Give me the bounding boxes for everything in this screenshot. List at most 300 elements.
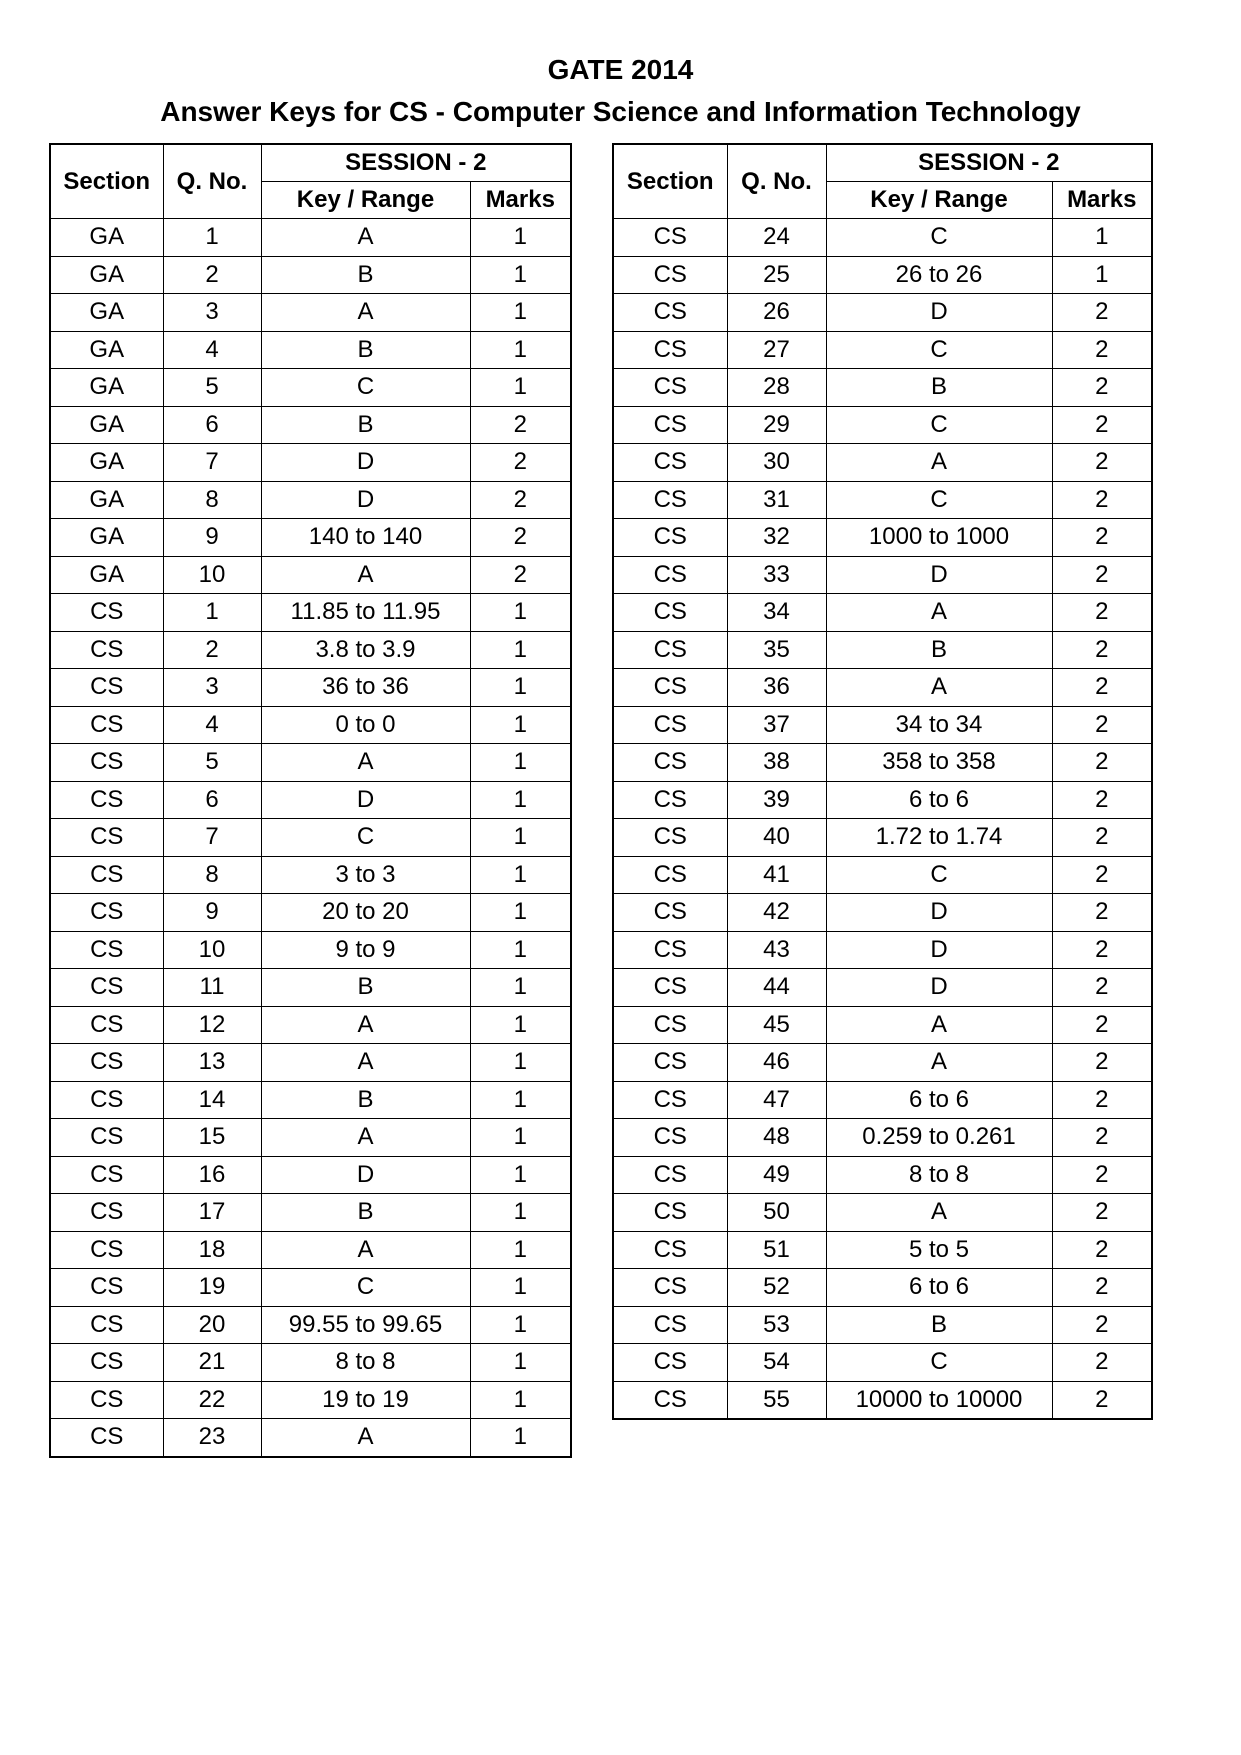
table-row bbox=[50, 1269, 571, 1307]
table-row bbox=[50, 1119, 571, 1157]
section-cell: CS bbox=[613, 1269, 727, 1307]
question-number-cell: 6 bbox=[163, 781, 261, 819]
question-number-cell: 34 bbox=[727, 594, 826, 632]
section-cell: CS bbox=[613, 894, 727, 932]
section-cell: GA bbox=[50, 256, 163, 294]
marks-cell: 1 bbox=[470, 744, 571, 782]
section-cell: CS bbox=[613, 781, 727, 819]
question-number-cell: 27 bbox=[727, 331, 826, 369]
question-number-cell: 24 bbox=[727, 219, 826, 257]
marks-cell: 2 bbox=[1052, 1381, 1152, 1419]
section-cell: CS bbox=[50, 931, 163, 969]
question-number-cell: 36 bbox=[727, 669, 826, 707]
table-row bbox=[613, 256, 1152, 294]
table-row bbox=[613, 894, 1152, 932]
section-cell: CS bbox=[50, 1306, 163, 1344]
marks-cell: 1 bbox=[470, 1269, 571, 1307]
question-number-cell: 48 bbox=[727, 1119, 826, 1157]
table-row bbox=[613, 1156, 1152, 1194]
marks-cell: 2 bbox=[1052, 1194, 1152, 1232]
marks-cell: 1 bbox=[470, 631, 571, 669]
question-number-cell: 8 bbox=[163, 481, 261, 519]
marks-cell: 2 bbox=[1052, 706, 1152, 744]
table-row bbox=[50, 1194, 571, 1232]
table-row bbox=[50, 519, 571, 557]
table-row bbox=[613, 1194, 1152, 1232]
marks-cell: 1 bbox=[470, 219, 571, 257]
table-row bbox=[50, 1344, 571, 1382]
page-subtitle: Answer Keys for CS - Computer Science and Information Technology bbox=[160, 96, 1081, 127]
section-cell: CS bbox=[50, 594, 163, 632]
key-range-cell: D bbox=[261, 781, 470, 819]
key-range-cell: 36 to 36 bbox=[261, 669, 470, 707]
column-header-session: SESSION - 2 bbox=[826, 144, 1152, 182]
marks-cell: 2 bbox=[1052, 1231, 1152, 1269]
question-number-cell: 42 bbox=[727, 894, 826, 932]
question-number-cell: 7 bbox=[163, 819, 261, 857]
marks-cell: 2 bbox=[1052, 1156, 1152, 1194]
key-range-cell: A bbox=[261, 556, 470, 594]
key-range-cell: 3.8 to 3.9 bbox=[261, 631, 470, 669]
key-range-cell: A bbox=[826, 1044, 1052, 1082]
key-range-cell: 0 to 0 bbox=[261, 706, 470, 744]
section-cell: CS bbox=[50, 1231, 163, 1269]
table-row bbox=[613, 1119, 1152, 1157]
table-row bbox=[613, 1044, 1152, 1082]
key-range-cell: A bbox=[261, 1006, 470, 1044]
marks-cell: 2 bbox=[1052, 1006, 1152, 1044]
question-number-cell: 5 bbox=[163, 744, 261, 782]
section-cell: CS bbox=[613, 669, 727, 707]
marks-cell: 1 bbox=[470, 256, 571, 294]
table-row bbox=[50, 931, 571, 969]
key-range-cell: B bbox=[826, 369, 1052, 407]
section-cell: CS bbox=[50, 1044, 163, 1082]
question-number-cell: 4 bbox=[163, 331, 261, 369]
key-range-cell: C bbox=[826, 481, 1052, 519]
question-number-cell: 53 bbox=[727, 1306, 826, 1344]
section-cell: CS bbox=[613, 481, 727, 519]
question-number-cell: 40 bbox=[727, 819, 826, 857]
question-number-cell: 13 bbox=[163, 1044, 261, 1082]
table-row bbox=[50, 1419, 571, 1457]
marks-cell: 1 bbox=[470, 1006, 571, 1044]
question-number-cell: 45 bbox=[727, 1006, 826, 1044]
table-row bbox=[613, 706, 1152, 744]
key-range-cell: D bbox=[261, 1156, 470, 1194]
marks-cell: 1 bbox=[470, 1119, 571, 1157]
marks-cell: 1 bbox=[470, 931, 571, 969]
marks-cell: 1 bbox=[470, 669, 571, 707]
table-row bbox=[50, 631, 571, 669]
question-number-cell: 38 bbox=[727, 744, 826, 782]
answer-key-table-right bbox=[612, 143, 1153, 1420]
marks-cell: 1 bbox=[470, 1344, 571, 1382]
column-header-qno: Q. No. bbox=[163, 144, 261, 219]
marks-cell: 2 bbox=[1052, 444, 1152, 482]
key-range-cell: 6 to 6 bbox=[826, 1269, 1052, 1307]
question-number-cell: 19 bbox=[163, 1269, 261, 1307]
section-cell: CS bbox=[613, 256, 727, 294]
section-cell: GA bbox=[50, 369, 163, 407]
key-range-cell: A bbox=[261, 1419, 470, 1457]
table-row bbox=[50, 669, 571, 707]
answer-key-table-left bbox=[49, 143, 572, 1458]
question-number-cell: 55 bbox=[727, 1381, 826, 1419]
table-row bbox=[613, 1344, 1152, 1382]
question-number-cell: 30 bbox=[727, 444, 826, 482]
key-range-cell: C bbox=[826, 856, 1052, 894]
section-cell: CS bbox=[613, 519, 727, 557]
marks-cell: 1 bbox=[470, 331, 571, 369]
section-cell: CS bbox=[613, 1156, 727, 1194]
marks-cell: 2 bbox=[1052, 369, 1152, 407]
key-range-cell: A bbox=[826, 444, 1052, 482]
column-header-qno: Q. No. bbox=[727, 144, 826, 219]
table-row bbox=[50, 856, 571, 894]
table-row bbox=[613, 331, 1152, 369]
marks-cell: 1 bbox=[470, 969, 571, 1007]
table-row bbox=[613, 556, 1152, 594]
key-range-cell: C bbox=[261, 819, 470, 857]
section-cell: GA bbox=[50, 519, 163, 557]
key-range-cell: A bbox=[826, 1006, 1052, 1044]
table-row bbox=[613, 444, 1152, 482]
table-row bbox=[50, 219, 571, 257]
marks-cell: 1 bbox=[470, 1044, 571, 1082]
section-cell: CS bbox=[613, 594, 727, 632]
question-number-cell: 25 bbox=[727, 256, 826, 294]
table-row bbox=[613, 856, 1152, 894]
table-row bbox=[50, 481, 571, 519]
section-cell: CS bbox=[613, 856, 727, 894]
key-range-cell: A bbox=[261, 1044, 470, 1082]
table-row bbox=[50, 556, 571, 594]
column-header-section: Section bbox=[50, 144, 163, 219]
section-cell: CS bbox=[613, 706, 727, 744]
question-number-cell: 12 bbox=[163, 1006, 261, 1044]
key-range-cell: A bbox=[261, 1119, 470, 1157]
table-row bbox=[50, 894, 571, 932]
section-cell: CS bbox=[50, 819, 163, 857]
key-range-cell: 6 to 6 bbox=[826, 1081, 1052, 1119]
section-cell: CS bbox=[613, 1194, 727, 1232]
marks-cell: 1 bbox=[470, 1306, 571, 1344]
question-number-cell: 7 bbox=[163, 444, 261, 482]
table-row bbox=[613, 819, 1152, 857]
table-row bbox=[613, 219, 1152, 257]
question-number-cell: 6 bbox=[163, 406, 261, 444]
key-range-cell: C bbox=[826, 331, 1052, 369]
column-header-section: Section bbox=[613, 144, 727, 219]
section-cell: CS bbox=[50, 744, 163, 782]
section-cell: CS bbox=[50, 1156, 163, 1194]
key-range-cell: C bbox=[826, 1344, 1052, 1382]
marks-cell: 1 bbox=[470, 1156, 571, 1194]
marks-cell: 1 bbox=[1052, 219, 1152, 257]
section-cell: GA bbox=[50, 219, 163, 257]
column-header-session: SESSION - 2 bbox=[261, 144, 571, 182]
question-number-cell: 23 bbox=[163, 1419, 261, 1457]
table-row bbox=[50, 1156, 571, 1194]
key-range-cell: B bbox=[261, 256, 470, 294]
key-range-cell: B bbox=[261, 1194, 470, 1232]
key-range-cell: C bbox=[261, 1269, 470, 1307]
key-range-cell: 10000 to 10000 bbox=[826, 1381, 1052, 1419]
table-row bbox=[613, 931, 1152, 969]
marks-cell: 2 bbox=[1052, 1269, 1152, 1307]
section-cell: CS bbox=[613, 1306, 727, 1344]
table-row bbox=[613, 406, 1152, 444]
marks-cell: 2 bbox=[470, 444, 571, 482]
key-range-cell: A bbox=[826, 594, 1052, 632]
section-cell: CS bbox=[613, 369, 727, 407]
table-row bbox=[50, 1006, 571, 1044]
question-number-cell: 18 bbox=[163, 1231, 261, 1269]
section-cell: CS bbox=[50, 1419, 163, 1457]
key-range-cell: 1.72 to 1.74 bbox=[826, 819, 1052, 857]
marks-cell: 2 bbox=[1052, 594, 1152, 632]
section-cell: CS bbox=[50, 781, 163, 819]
marks-cell: 2 bbox=[470, 481, 571, 519]
question-number-cell: 8 bbox=[163, 856, 261, 894]
page-title: GATE 2014 bbox=[547, 54, 694, 85]
section-cell: CS bbox=[613, 1231, 727, 1269]
question-number-cell: 39 bbox=[727, 781, 826, 819]
section-cell: GA bbox=[50, 294, 163, 332]
key-range-cell: A bbox=[261, 294, 470, 332]
marks-cell: 1 bbox=[470, 706, 571, 744]
marks-cell: 2 bbox=[1052, 969, 1152, 1007]
marks-cell: 2 bbox=[1052, 1344, 1152, 1382]
key-range-cell: C bbox=[826, 219, 1052, 257]
column-header-marks: Marks bbox=[470, 182, 571, 219]
marks-cell: 1 bbox=[470, 1194, 571, 1232]
marks-cell: 2 bbox=[1052, 744, 1152, 782]
marks-cell: 2 bbox=[470, 519, 571, 557]
column-header-key: Key / Range bbox=[826, 182, 1052, 219]
marks-cell: 1 bbox=[470, 1381, 571, 1419]
table-row bbox=[613, 631, 1152, 669]
question-number-cell: 37 bbox=[727, 706, 826, 744]
table-row bbox=[613, 669, 1152, 707]
marks-cell: 2 bbox=[1052, 331, 1152, 369]
table-row bbox=[50, 1231, 571, 1269]
key-range-cell: D bbox=[826, 556, 1052, 594]
key-range-cell: D bbox=[261, 444, 470, 482]
marks-cell: 2 bbox=[1052, 894, 1152, 932]
marks-cell: 2 bbox=[1052, 931, 1152, 969]
question-number-cell: 15 bbox=[163, 1119, 261, 1157]
section-cell: CS bbox=[613, 744, 727, 782]
key-range-cell: D bbox=[826, 931, 1052, 969]
section-cell: CS bbox=[50, 1344, 163, 1382]
table-row bbox=[50, 406, 571, 444]
section-cell: CS bbox=[50, 1381, 163, 1419]
table-row bbox=[50, 1044, 571, 1082]
key-range-cell: A bbox=[261, 219, 470, 257]
section-cell: CS bbox=[613, 331, 727, 369]
key-range-cell: 26 to 26 bbox=[826, 256, 1052, 294]
marks-cell: 1 bbox=[470, 1081, 571, 1119]
section-cell: CS bbox=[50, 1269, 163, 1307]
key-range-cell: 8 to 8 bbox=[826, 1156, 1052, 1194]
section-cell: CS bbox=[613, 1081, 727, 1119]
question-number-cell: 11 bbox=[163, 969, 261, 1007]
column-header-marks: Marks bbox=[1052, 182, 1152, 219]
question-number-cell: 1 bbox=[163, 594, 261, 632]
section-cell: GA bbox=[50, 406, 163, 444]
marks-cell: 2 bbox=[470, 556, 571, 594]
table-row bbox=[613, 519, 1152, 557]
table-row bbox=[613, 744, 1152, 782]
key-range-cell: 358 to 358 bbox=[826, 744, 1052, 782]
question-number-cell: 9 bbox=[163, 519, 261, 557]
question-number-cell: 20 bbox=[163, 1306, 261, 1344]
question-number-cell: 14 bbox=[163, 1081, 261, 1119]
section-cell: CS bbox=[613, 1381, 727, 1419]
marks-cell: 2 bbox=[1052, 481, 1152, 519]
question-number-cell: 47 bbox=[727, 1081, 826, 1119]
table-row bbox=[613, 1269, 1152, 1307]
section-cell: CS bbox=[50, 894, 163, 932]
key-range-cell: A bbox=[826, 669, 1052, 707]
question-number-cell: 31 bbox=[727, 481, 826, 519]
section-cell: GA bbox=[50, 444, 163, 482]
left-table-body bbox=[50, 219, 571, 1457]
question-number-cell: 22 bbox=[163, 1381, 261, 1419]
key-range-cell: C bbox=[826, 406, 1052, 444]
question-number-cell: 4 bbox=[163, 706, 261, 744]
question-number-cell: 17 bbox=[163, 1194, 261, 1232]
marks-cell: 2 bbox=[1052, 519, 1152, 557]
key-range-cell: A bbox=[261, 744, 470, 782]
marks-cell: 1 bbox=[470, 1231, 571, 1269]
key-range-cell: B bbox=[261, 331, 470, 369]
question-number-cell: 10 bbox=[163, 931, 261, 969]
table-row bbox=[613, 969, 1152, 1007]
marks-cell: 2 bbox=[1052, 669, 1152, 707]
question-number-cell: 43 bbox=[727, 931, 826, 969]
table-row bbox=[50, 969, 571, 1007]
section-cell: GA bbox=[50, 331, 163, 369]
question-number-cell: 2 bbox=[163, 256, 261, 294]
table-row bbox=[50, 294, 571, 332]
table-row bbox=[50, 331, 571, 369]
question-number-cell: 32 bbox=[727, 519, 826, 557]
key-range-cell: D bbox=[826, 969, 1052, 1007]
key-range-cell: 5 to 5 bbox=[826, 1231, 1052, 1269]
marks-cell: 1 bbox=[470, 1419, 571, 1457]
table-row bbox=[613, 1081, 1152, 1119]
section-cell: GA bbox=[50, 556, 163, 594]
table-row bbox=[613, 1381, 1152, 1419]
marks-cell: 2 bbox=[1052, 1119, 1152, 1157]
key-range-cell: 11.85 to 11.95 bbox=[261, 594, 470, 632]
question-number-cell: 52 bbox=[727, 1269, 826, 1307]
marks-cell: 2 bbox=[1052, 819, 1152, 857]
table-row bbox=[613, 294, 1152, 332]
table-row bbox=[50, 256, 571, 294]
key-range-cell: 19 to 19 bbox=[261, 1381, 470, 1419]
question-number-cell: 3 bbox=[163, 669, 261, 707]
question-number-cell: 33 bbox=[727, 556, 826, 594]
section-cell: CS bbox=[50, 1006, 163, 1044]
section-cell: CS bbox=[50, 1194, 163, 1232]
key-range-cell: D bbox=[826, 894, 1052, 932]
question-number-cell: 41 bbox=[727, 856, 826, 894]
section-cell: CS bbox=[613, 219, 727, 257]
marks-cell: 1 bbox=[470, 819, 571, 857]
table-row bbox=[50, 1306, 571, 1344]
table-row bbox=[50, 781, 571, 819]
marks-cell: 2 bbox=[1052, 1044, 1152, 1082]
key-range-cell: 6 to 6 bbox=[826, 781, 1052, 819]
section-cell: CS bbox=[613, 556, 727, 594]
key-range-cell: 9 to 9 bbox=[261, 931, 470, 969]
section-cell: CS bbox=[50, 631, 163, 669]
question-number-cell: 1 bbox=[163, 219, 261, 257]
question-number-cell: 46 bbox=[727, 1044, 826, 1082]
marks-cell: 2 bbox=[1052, 631, 1152, 669]
section-cell: CS bbox=[613, 1006, 727, 1044]
marks-cell: 2 bbox=[1052, 294, 1152, 332]
question-number-cell: 5 bbox=[163, 369, 261, 407]
question-number-cell: 3 bbox=[163, 294, 261, 332]
marks-cell: 1 bbox=[1052, 256, 1152, 294]
marks-cell: 2 bbox=[470, 406, 571, 444]
marks-cell: 1 bbox=[470, 294, 571, 332]
table-row bbox=[613, 781, 1152, 819]
section-cell: CS bbox=[613, 819, 727, 857]
section-cell: CS bbox=[613, 631, 727, 669]
section-cell: CS bbox=[613, 294, 727, 332]
question-number-cell: 29 bbox=[727, 406, 826, 444]
question-number-cell: 35 bbox=[727, 631, 826, 669]
table-row bbox=[50, 444, 571, 482]
question-number-cell: 9 bbox=[163, 894, 261, 932]
key-range-cell: 0.259 to 0.261 bbox=[826, 1119, 1052, 1157]
table-row bbox=[613, 481, 1152, 519]
marks-cell: 1 bbox=[470, 369, 571, 407]
table-row bbox=[613, 1231, 1152, 1269]
key-range-cell: D bbox=[261, 481, 470, 519]
table-row bbox=[50, 1081, 571, 1119]
marks-cell: 1 bbox=[470, 894, 571, 932]
key-range-cell: C bbox=[261, 369, 470, 407]
marks-cell: 1 bbox=[470, 781, 571, 819]
section-cell: CS bbox=[613, 444, 727, 482]
question-number-cell: 51 bbox=[727, 1231, 826, 1269]
marks-cell: 1 bbox=[470, 856, 571, 894]
marks-cell: 2 bbox=[1052, 1306, 1152, 1344]
table-row bbox=[613, 1006, 1152, 1044]
key-range-cell: B bbox=[261, 969, 470, 1007]
question-number-cell: 10 bbox=[163, 556, 261, 594]
table-row bbox=[50, 594, 571, 632]
section-cell: CS bbox=[50, 706, 163, 744]
key-range-cell: 34 to 34 bbox=[826, 706, 1052, 744]
section-cell: CS bbox=[50, 969, 163, 1007]
question-number-cell: 54 bbox=[727, 1344, 826, 1382]
section-cell: CS bbox=[50, 1119, 163, 1157]
table-row bbox=[50, 819, 571, 857]
question-number-cell: 49 bbox=[727, 1156, 826, 1194]
key-range-cell: B bbox=[261, 1081, 470, 1119]
key-range-cell: 3 to 3 bbox=[261, 856, 470, 894]
section-cell: CS bbox=[50, 856, 163, 894]
marks-cell: 2 bbox=[1052, 856, 1152, 894]
